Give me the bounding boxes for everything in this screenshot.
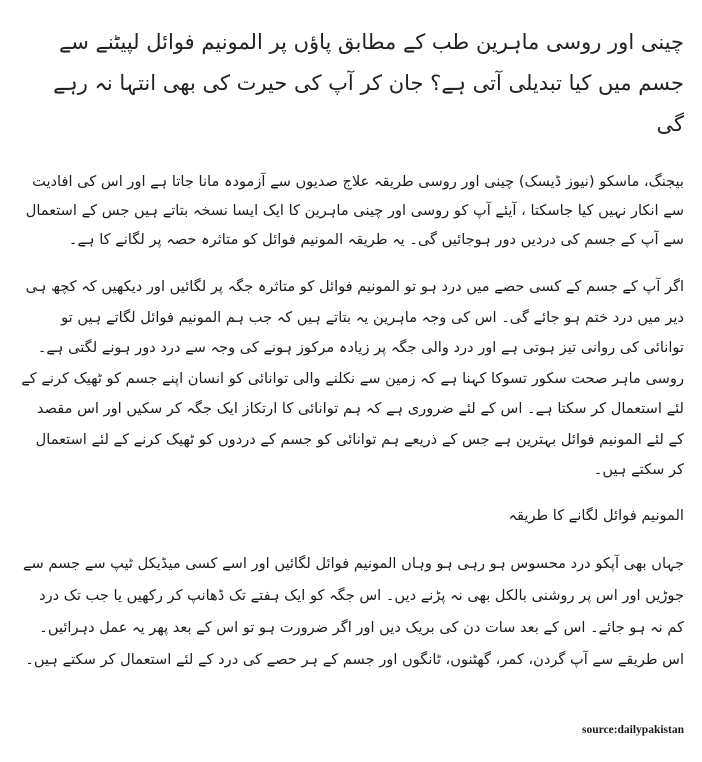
article-paragraph-method: جہاں بھی آپکو درد محسوس ہو رہی ہو وہاں المونیم فوائل لگائیں اور اسے کسی میڈیکل ٹیپ سے جسم سے جوڑیں اور اس پر روشنی بالکل بھی نہ پڑنے دیں۔ اس جگہ کو ایک ہفتے تک ڈھانپ کر رکھیں یا جب تک درد کم نہ ہو جائے۔ اس کے بعد سات دن کی بریک دیں اور اگر ضرورت ہو تو اس کے بعد پھر یہ عمل دہرائیں۔ اس طریقے سے آپ گردن، کمر، گھٹنوں، ٹانگوں اور جسم کے ہر حصے کی درد کے لئے استعمال کر سکتے ہیں۔ bbox=[22, 554, 684, 668]
article-paragraph-intro: بیجنگ، ماسکو (نیوز ڈیسک) چینی اور روسی طریقہ علاج صدیوں سے آزمودہ مانا جاتا ہے اور اس کی افادیت سے انکار نہیں کیا جاسکتا ، آیئے آپ کو روسی اور چینی ماہرین کا ایک ایسا نسخہ بتاتے ہیں جس کے استعمال سے آپ کے جسم کی دردیں دور ہوجائیں گی۔ یہ طریقہ المونیم فوائل کو متاثرہ حصہ پر لگانے کا ہے۔ bbox=[25, 173, 684, 248]
article-paragraph-explanation: اگر آپ کے جسم کے کسی حصے میں درد ہو تو المونیم فوائل کو متاثرہ جگہ پر لگائیں اور دیکھیں کہ کچھ ہی دیر میں درد ختم ہو جائے گی۔ اس کی وجہ ماہرین یہ بتاتے ہیں کہ جب ہم المونیم فوائل لگاتے ہیں تو توانائی کی روانی تیز ہوتی ہے اور درد والی جگہ پر زیادہ مرکوز ہونے کی وجہ سے درد دور ہونے لگتی ہے۔ روسی ماہر صحت سکور تسوکا کہنا ہے کہ زمین سے نکلنے والی توانائی کو انسان اپنے جسم کو ٹھیک کرنے کے لئے استعمال کر سکتا ہے۔ اس کے لئے ضروری ہے کہ ہم توانائی کا ارتکاز ایک جگہ کر سکیں اور اس مقصد کے لئے المونیم فوائل بہترین ہے جس کے ذریعے ہم توانائی کو جسم کے دردوں کو ٹھیک کرنے کے لئے استعمال کر سکتے ہیں۔ bbox=[21, 278, 684, 478]
source-credit: source:dailypakistan bbox=[581, 724, 684, 736]
article-headline: چینی اور روسی ماہرین طب کے مطابق پاؤں پر المونیم فوائل لپیٹنے سے جسم میں کیا تبدیلی آتی ہے؟ جان کر آپ کی حیرت کی بھی انتہا نہ رہے گی bbox=[53, 30, 684, 136]
method-subheading: المونیم فوائل لگانے کا طریقہ bbox=[508, 506, 684, 524]
